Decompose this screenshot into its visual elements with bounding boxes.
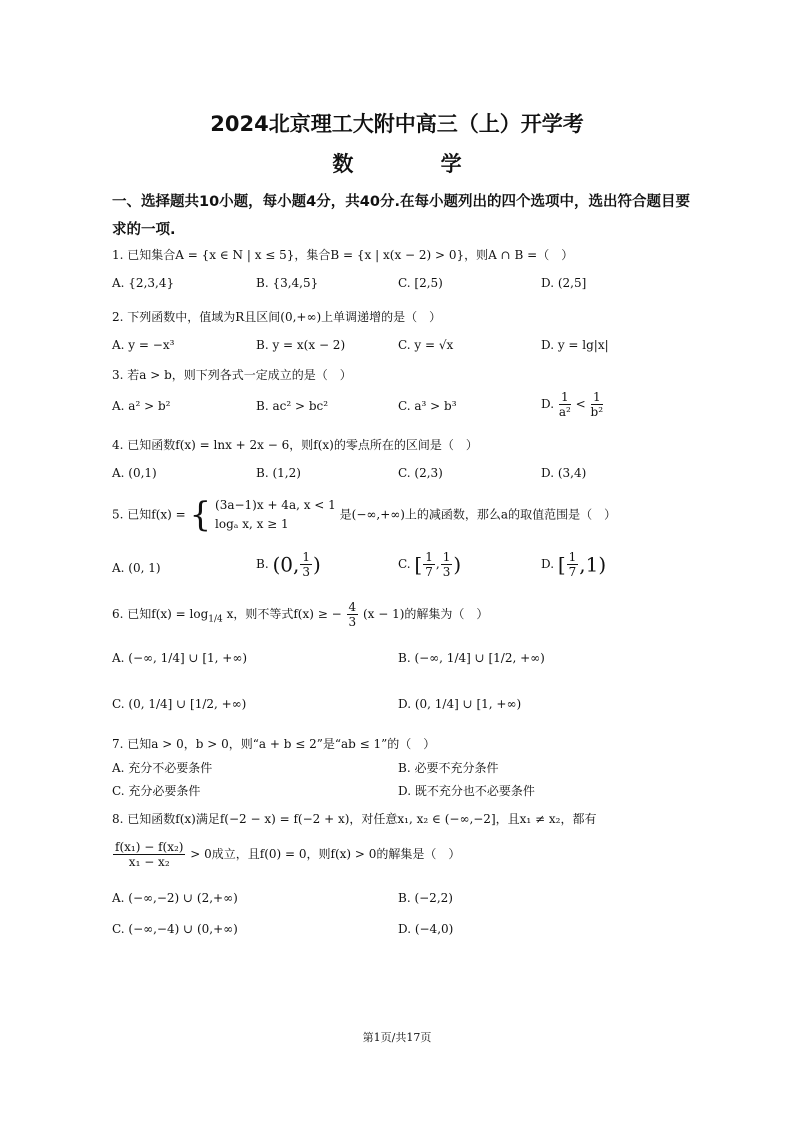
subject-title: 数 学 bbox=[332, 152, 502, 176]
question-8-stem-line1: 8. 已知函数f(x)满足f(−2 − x) = f(−2 + x)，对任意x₁, x₂ ∈ (−∞,−2]，且x₁ ≠ x₂，都有 bbox=[112, 812, 597, 826]
question-5-option-a: A. (0, 1) bbox=[112, 561, 161, 575]
question-6-stem: 6. 已知$f(x) = \log_{1/4} x$，则不等式f(x) ≥ − $\frac{4}{3}$ (x − 1)的解集为（ ） bbox=[112, 600, 489, 629]
question-1-stem: 1. 已知集合A = {x ∈ N | x ≤ 5}，集合B = {x | x(x − 2) > 0}，则A ∩ B =（ ） bbox=[112, 248, 574, 262]
page-footer: 第1页/共17页 bbox=[362, 1031, 432, 1044]
question-8-option-a: A. (−∞,−2) ∪ (2,+∞) bbox=[112, 891, 238, 905]
piecewise-cases: (3a−1)x + 4a, x < 1 logₐ x, x ≥ 1 bbox=[215, 498, 336, 531]
question-7-stem: 7. 已知a > 0，b > 0，则“a + b ≤ 2”是“ab ≤ 1”的（ ） bbox=[112, 737, 436, 751]
question-8-stem-line2: $\frac{\text{f(x₁) − f(x₂)}}{\text{x₁ − x₂}}$ > 0成立，且f(0) = 0，则f(x) > 0的解集是（ ） bbox=[115, 840, 461, 869]
question-5-stem: 5. 已知f(x) = { (3a−1)x + 4a, x < 1 logₐ x, x ≥ 1 是(−∞,+∞)上的减函数，那么a的取值范围是（ ） bbox=[112, 495, 617, 535]
question-3-option-b: B. ac² > bc² bbox=[256, 399, 329, 413]
fraction: $\frac{1}{\text{b²}}$ bbox=[590, 390, 604, 419]
question-4-option-d: D. (3,4) bbox=[541, 466, 587, 480]
question-6-option-b: B. (−∞, 1/4] ∪ [1/2, +∞) bbox=[398, 651, 545, 665]
question-3-option-d: D. $\frac{1}{\text{a²}}$ < $\frac{1}{\text{b²}}$ bbox=[541, 390, 604, 419]
question-7-option-a: A. 充分不必要条件 bbox=[112, 761, 213, 775]
question-2-option-a: A. y = −x³ bbox=[112, 338, 175, 352]
question-4-stem: 4. 已知函数f(x) = lnx + 2x − 6，则f(x)的零点所在的区间是（ ） bbox=[112, 438, 478, 452]
question-2-option-b: B. y = x(x − 2) bbox=[256, 338, 346, 352]
question-6-option-d: D. (0, 1/4] ∪ [1, +∞) bbox=[398, 697, 522, 711]
question-7-option-d: D. 既不充分也不必要条件 bbox=[398, 784, 535, 798]
question-3-stem: 3. 若a > b，则下列各式一定成立的是（ ） bbox=[112, 368, 352, 382]
question-3-option-a: A. a² > b² bbox=[112, 399, 171, 413]
question-6-option-a: A. (−∞, 1/4] ∪ [1, +∞) bbox=[112, 651, 248, 665]
exam-title: 2024北京理工大附中高三（上）开学考 bbox=[210, 112, 584, 136]
question-1-option-a: A. {2,3,4} bbox=[112, 276, 175, 290]
question-1-option-d: D. (2,5] bbox=[541, 276, 587, 290]
fraction: $\frac{1}{\text{a²}}$ bbox=[558, 390, 571, 419]
question-5-option-d: D. [ $\frac{1}{7}$ ,1) bbox=[541, 550, 607, 579]
question-2-option-d: D. y = lg|x| bbox=[541, 338, 609, 352]
question-4-option-b: B. (1,2) bbox=[256, 466, 301, 480]
question-1-option-b: B. {3,4,5} bbox=[256, 276, 319, 290]
question-7-option-b: B. 必要不充分条件 bbox=[398, 761, 499, 775]
question-5-option-b: B. (0, $\frac{1}{3}$ ) bbox=[256, 550, 321, 579]
question-2-option-c: C. y = √x bbox=[398, 338, 454, 352]
question-1-option-c: C. [2,5) bbox=[398, 276, 443, 290]
question-3-option-c: C. a³ > b³ bbox=[398, 399, 457, 413]
question-4-option-a: A. (0,1) bbox=[112, 466, 157, 480]
question-4-option-c: C. (2,3) bbox=[398, 466, 443, 480]
question-5-option-c: C. [ $\frac{1}{7}$ , $\frac{1}{3}$ ) bbox=[398, 550, 462, 579]
fraction: $\frac{\text{f(x₁) − f(x₂)}}{\text{x₁ − x₂}}$ bbox=[115, 840, 184, 869]
question-8-option-b: B. (−2,2) bbox=[398, 891, 453, 905]
section-heading: 一、选择题共10小题，每小题4分，共40分.在每小题列出的四个选项中，选出符合题目要求的一项. bbox=[112, 194, 690, 238]
question-7-option-c: C. 充分必要条件 bbox=[112, 784, 201, 798]
question-8-option-d: D. (−4,0) bbox=[398, 922, 454, 936]
question-2-stem: 2. 下列函数中，值域为R且区间(0,+∞)上单调递增的是（ ） bbox=[112, 310, 442, 324]
question-6-option-c: C. (0, 1/4] ∪ [1/2, +∞) bbox=[112, 697, 247, 711]
question-8-option-c: C. (−∞,−4) ∪ (0,+∞) bbox=[112, 922, 238, 936]
